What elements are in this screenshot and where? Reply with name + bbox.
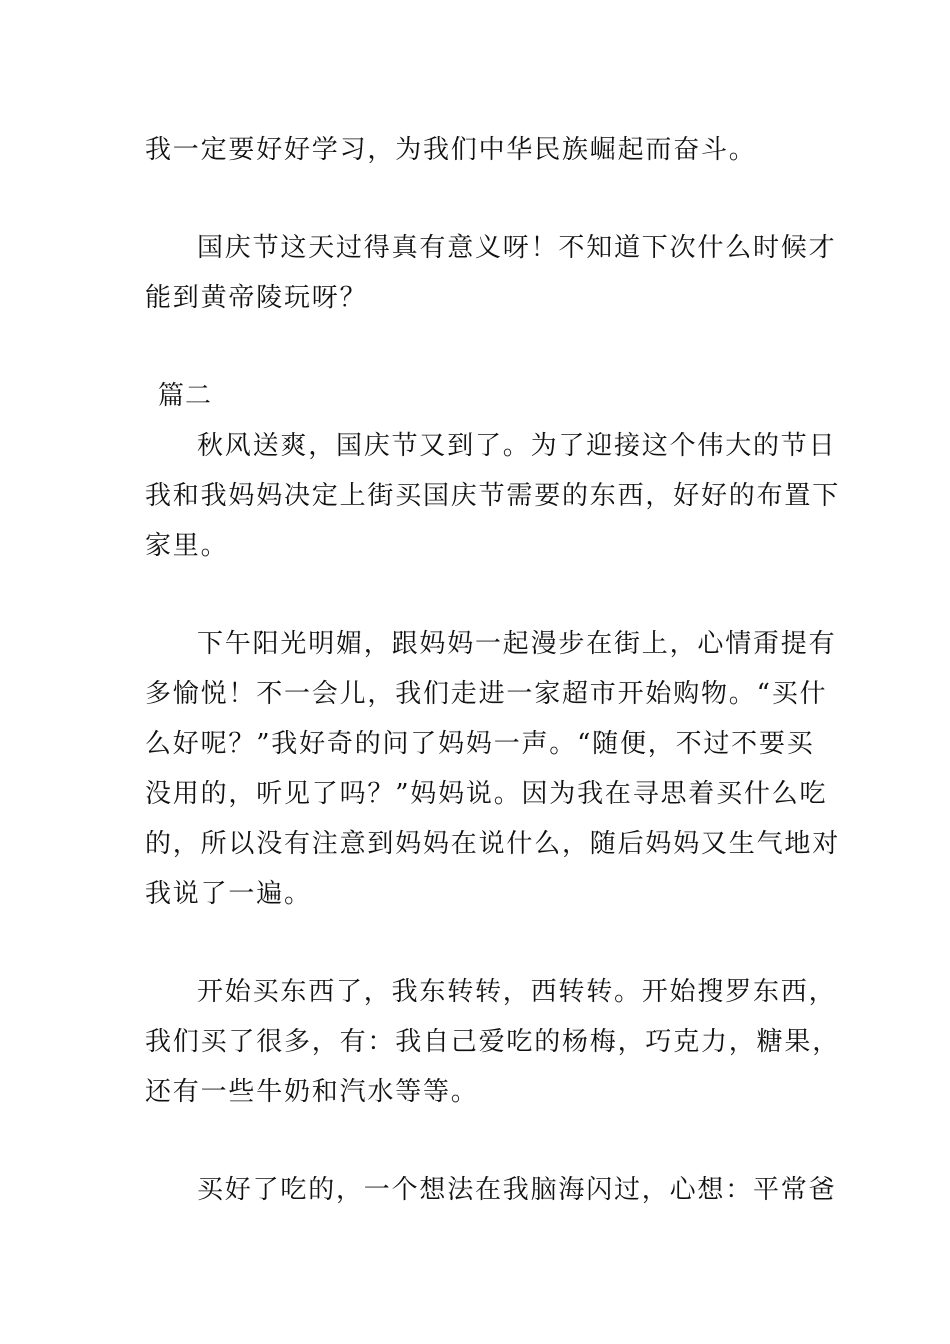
text-line: 么好呢？”我好奇的问了妈妈一声。“随便，不过不要买: [145, 729, 815, 759]
text-line: 家里。: [145, 531, 229, 561]
text-line: 下午阳光明媚，跟妈妈一起漫步在街上，心情甭提有: [197, 629, 837, 659]
text-line: 还有一些牛奶和汽水等等。: [145, 1077, 479, 1107]
text-line: 能到黄帝陵玩呀？: [145, 283, 368, 313]
text-line: 我们买了很多，有：我自己爱吃的杨梅，巧克力，糖果，: [145, 1027, 841, 1057]
text-line: 的，所以没有注意到妈妈在说什么，随后妈妈又生气地对: [145, 829, 841, 859]
text-line: 秋风送爽，国庆节又到了。为了迎接这个伟大的节日: [197, 431, 837, 461]
text-line: 多愉悦！不一会儿，我们走进一家超市开始购物。“买什: [145, 679, 828, 709]
text-line: 我和我妈妈决定上街买国庆节需要的东西，好好的布置下: [145, 481, 841, 511]
text-line: 开始买东西了，我东转转，西转转。开始搜罗东西，: [197, 977, 837, 1007]
text-line: 买好了吃的，一个想法在我脑海闪过，心想：平常爸: [197, 1175, 837, 1205]
text-line: 我说了一遍。: [145, 879, 312, 909]
text-line: 没用的，听见了吗？”妈妈说。因为我在寻思着买什么吃: [145, 779, 828, 809]
text-line: 国庆节这天过得真有意义呀！不知道下次什么时候才: [197, 233, 837, 263]
text-line: 我一定要好好学习，为我们中华民族崛起而奋斗。: [145, 135, 757, 165]
section-heading: 篇二: [158, 381, 213, 411]
